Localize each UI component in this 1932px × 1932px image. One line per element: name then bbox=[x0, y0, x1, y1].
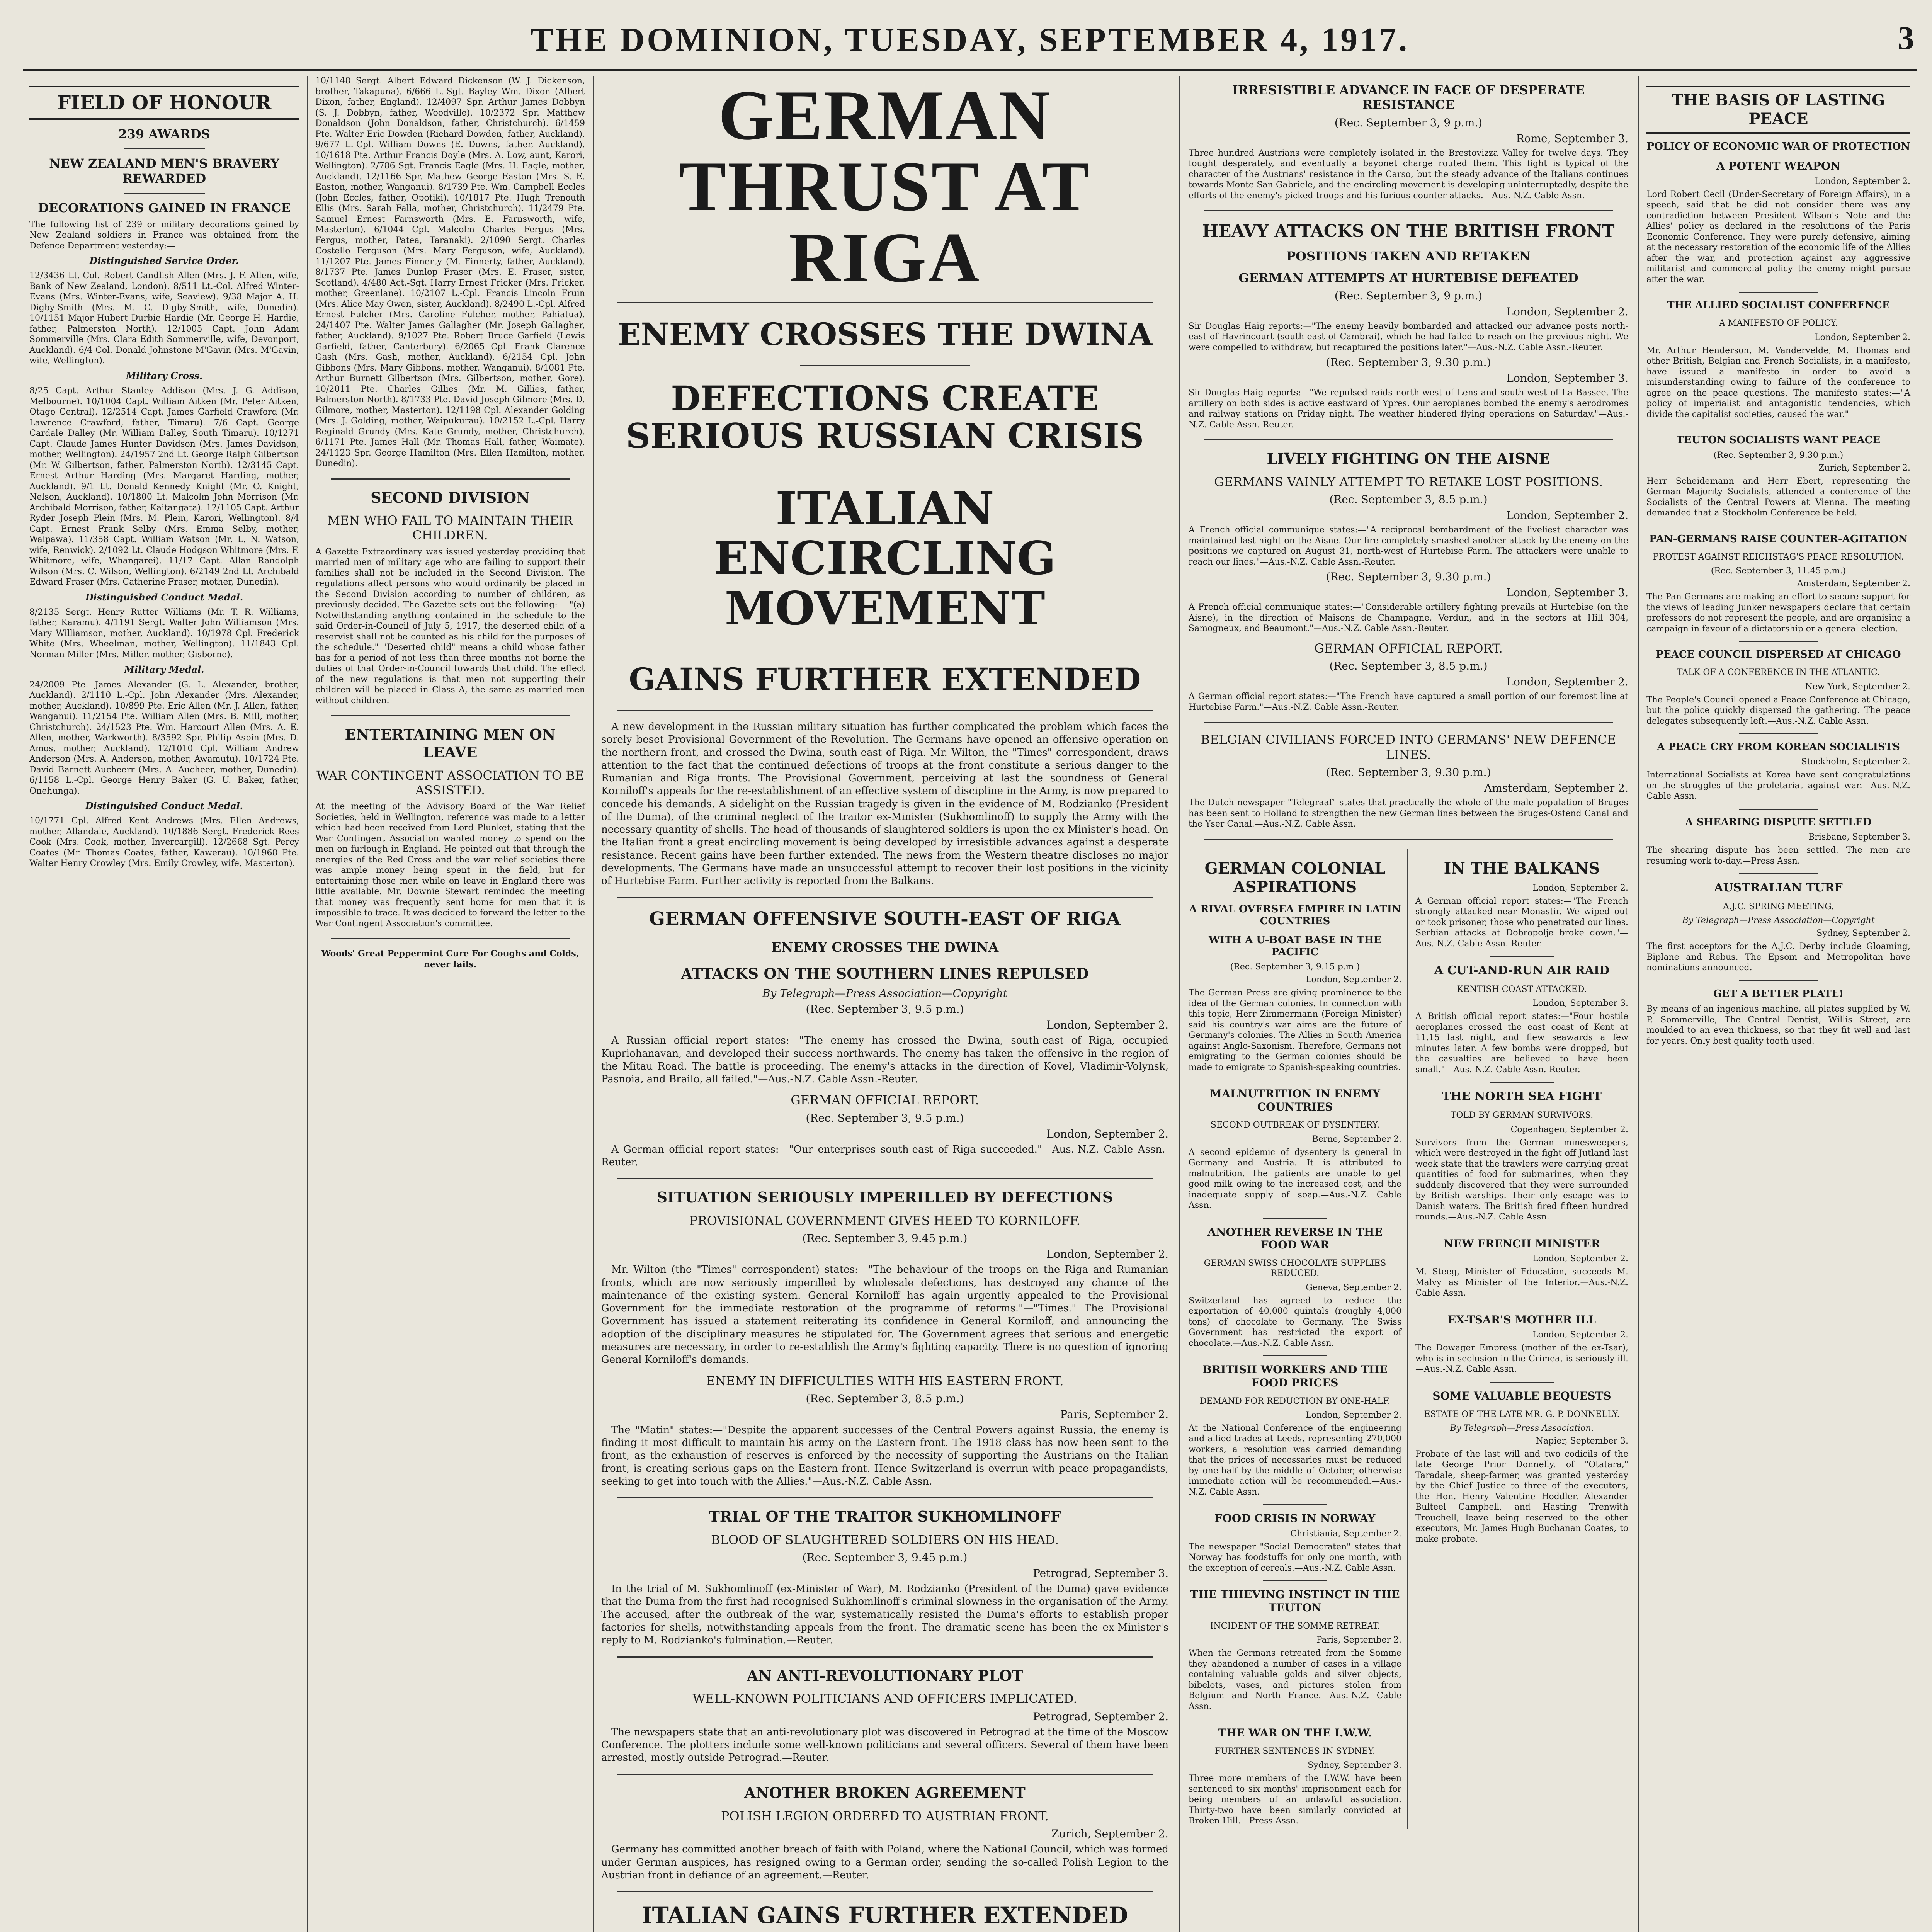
headline-dwina: ENEMY CROSSES THE DWINA bbox=[617, 316, 1153, 352]
list-dso: 12/3436 Lt.-Col. Robert Candlish Allen (Mrs. J. F. Allen, wife, Bank of New Zealand, London). 8/511 Lt.-Col. Alfred Winter-Evans (Mrs. Winter-Evans, wife, Seaview). 9/38 Major A. H. Digby-Smith (Mrs. M. C. Digby-Smith, wife, Dunedin). 10/1151 Major Hubert Durbie Hardie (Mr. George H. Hardie, father, Palmerston North). 12/1005 Capt. John Adam Sommerville (Mrs. Clara Edith Sommerville, wife, Devonport, Auckland). 6/4 Col. Donald Johnstone M'Gavin (Mrs. M'Gavin, wife, Wellington). bbox=[29, 271, 299, 366]
colonial-text: The German Press are giving prominence to the idea of the German colonies. In connection with this topic, Herr Zimmermann (Foreign Minister) said his country's war aims are the future of Germany's colonies. The Allies in South America against Anglo-Saxonism. Therefore, Germans not emigrating to the German colonies should be made to emigrate to Spanish-speaking countries. bbox=[1189, 988, 1401, 1072]
received-time: (Rec. September 3, 9 p.m.) bbox=[1334, 116, 1483, 129]
lead-story: A new development in the Russian military situation has further complicated the problem which faces the sorely beset Provisional Government of the Revolution. The Germans have opened an offensive operation on the northern front, and crossed the Dwina, south-east of Riga. Mr. Wilton, the "Times" correspondent, draws attention to the fact that the continued defections of troops at the front constitute a serious danger to the Rumanian and Riga fronts. The Provisional Government, perceiving at last the soundness of General Korniloff's appeals for the re-establishment of an effective system of discipline in the Army, is now prepared to concede his demands. A sidelight on the Russian tragedy is given in the evidence of M. Rodzianko (President of the Duma), of the criminal neglect of the traitor ex-Minister (Sukhomlinoff) to supply the Army with the necessary quantity of shells. The head of thousands of slaughtered soldiers is upon the ex-Minister's head. On the Italian front a great encircling movement is being developed by irresistible advances against a desperate resistance. Recent gains have been further extended. The news from the Western theatre discloses no major developments. The Germans have made an unsuccessful attempt to recover their lost positions in the vicinity of Hurtebise Farm. Further activity is reported from the Balkans. bbox=[601, 721, 1168, 887]
irresistible-heading: IRRESISTIBLE ADVANCE IN FACE OF DESPERATE RESISTANCE bbox=[1232, 83, 1585, 112]
field-of-honour-heading: FIELD OF HONOUR bbox=[29, 86, 299, 120]
divider bbox=[331, 478, 570, 480]
norway-text: The newspaper "Social Democraten" states that Norway has foodstuffs for only one month, with the exception of cereals.—Aus.-N.Z. Cable Assn. bbox=[1189, 1542, 1401, 1573]
air-raid-text: A British official report states:—"Four hostile aeroplanes crossed the east coast of Kent at 11.15 last night, and flew seawards a few minutes later. A few bombs were dropped, but the casualties are believed to have been small."—Aus.-N.Z. Cable Assn.-Reuter. bbox=[1415, 1012, 1628, 1075]
reverse-subheading: GERMAN SWISS CHOCOLATE SUPPLIES REDUCED. bbox=[1204, 1259, 1386, 1279]
dateline: Copenhagen, September 2. bbox=[1510, 1124, 1628, 1134]
lasting-peace-subheading: POLICY OF ECONOMIC WAR OF PROTECTION bbox=[1646, 141, 1910, 152]
dateline: London, September 2. bbox=[1305, 1410, 1401, 1420]
korean-text: International Socialists at Korea have sent congratulations on the struggles of the proletariat against war.—Aus.-N.Z. Cable Assn. bbox=[1646, 770, 1910, 801]
north-sea-text: Survivors from the German minesweepers, which were destroyed in the fight off Jutland last week state that the trawlers were carrying great quantities of food for submarines, when they suddenly discovered that they were surrounded by British warships. Their only escape was to Danish waters. The British fired fifteen hundred rounds.—Aus.-N.Z. Cable Assn. bbox=[1415, 1138, 1628, 1222]
received-time: (Rec. September 3, 8.5 p.m.) bbox=[1329, 493, 1488, 506]
received-time: (Rec. September 3, 9.5 p.m.) bbox=[806, 1003, 964, 1016]
divider bbox=[617, 1497, 1153, 1498]
riga-text: A Russian official report states:—"The enemy has crossed the Dwina, south-east of Riga, occupied Kupriohanavan, and developed their success northwards. The enemy has taken the offensive in the region of the Mitau Road. The battle is proceeding. The enemy's attacks in the direction of Kovel, Vladimir-Volynsk, Pasnoia, and Brailo, all failed."—Aus.-N.Z. Cable Assn.-Reuter. bbox=[601, 1035, 1168, 1085]
column-rule bbox=[1179, 76, 1180, 1932]
dateline: London, September 3. bbox=[1506, 586, 1628, 599]
column-rule bbox=[307, 76, 308, 1932]
entertaining-text: At the meeting of the Advisory Board of the War Relief Societies, held in Wellington, reference was made to a letter which had been received from Lord Plunket, stating that the War Contingent Association wanted money to spend on the men on furlough in England. He pointed out that through the energies of the Red Cross and the war relief societies there was ample money being spent in the field, but for entertaining those men while on leave in England there was little available. Mr. Downie Stewart reminded the meeting that money was frequently sent home for men that it is impossible to trace. It was decided to forward the letter to the War Contingent Association's committee. bbox=[315, 802, 585, 929]
divider bbox=[1490, 1382, 1554, 1383]
section-dso: Distinguished Service Order. bbox=[89, 255, 239, 267]
divider bbox=[1739, 641, 1818, 642]
bequests-heading: SOME VALUABLE BEQUESTS bbox=[1432, 1389, 1611, 1402]
plot-heading: AN ANTI-REVOLUTIONARY PLOT bbox=[747, 1667, 1023, 1684]
dateline: Amsterdam, September 2. bbox=[1797, 579, 1910, 589]
german-report-text: A German official report states:—"The French have captured a small portion of our foremost line at Hurtebise Farm."—Aus.-N.Z. Cable Assn.-Reuter. bbox=[1189, 692, 1628, 712]
dateline: London, September 2. bbox=[1046, 1019, 1168, 1032]
air-raid-subheading: KENTISH COAST ATTACKED. bbox=[1457, 985, 1587, 995]
workers-subheading: DEMAND FOR REDUCTION BY ONE-HALF. bbox=[1199, 1396, 1391, 1406]
iww-heading: THE WAR ON THE I.W.W. bbox=[1218, 1726, 1372, 1740]
malnutrition-subheading: SECOND OUTBREAK OF DYSENTERY. bbox=[1210, 1120, 1380, 1130]
colonial-subheading-2: WITH A U-BOAT BASE IN THE PACIFIC bbox=[1208, 934, 1382, 958]
section-military-medal: Military Medal. bbox=[124, 664, 204, 675]
received-time: (Rec. September 3, 9.5 p.m.) bbox=[806, 1111, 964, 1124]
lasting-peace-heading: THE BASIS OF LASTING PEACE bbox=[1646, 86, 1910, 134]
dateline: Petrograd, September 3. bbox=[1033, 1567, 1168, 1580]
dateline: London, September 2. bbox=[1506, 509, 1628, 522]
dateline: Zurich, September 2. bbox=[1818, 463, 1910, 473]
headline-defections: DEFECTIONS CREATE SERIOUS RUSSIAN CRISIS bbox=[626, 378, 1144, 456]
by-telegraph: By Telegraph—Press Association—Copyright bbox=[762, 987, 1008, 1000]
air-raid-heading: A CUT-AND-RUN AIR RAID bbox=[1434, 964, 1610, 978]
section-dcm: Distinguished Conduct Medal. bbox=[85, 591, 243, 603]
received-time: (Rec. September 3, 8.5 p.m.) bbox=[806, 1392, 964, 1405]
bequests-text: Probate of the last will and two codicils of the late George Prior Donnelly, of "Otatara," Taradale, sheep-farmer, was granted yesterday by the Chief Justice to three of the executors, the Hon. Henry Valentine Hoddler, Alexander Bulteel Campbell, and Hasting Trenwith Trouchell, leave being reserved to the other executors, Mr. James Hugh Buchanan Coates, to make probate. bbox=[1415, 1449, 1628, 1544]
italian-gains-heading: ITALIAN GAINS FURTHER EXTENDED bbox=[641, 1902, 1128, 1929]
divider bbox=[124, 148, 204, 149]
column-main-news bbox=[595, 76, 1175, 1932]
dateline: Napier, September 3. bbox=[1536, 1436, 1628, 1446]
received-time: (Rec. September 3, 8.5 p.m.) bbox=[1329, 660, 1488, 673]
column-field-of-honour bbox=[23, 76, 305, 1932]
intro-text: The following list of 239 or military decorations gained by New Zealand soldiers in France was obtained from the Defence Department yesterday:— bbox=[29, 219, 299, 251]
entertaining-heading: ENTERTAINING MEN ON LEAVE bbox=[345, 726, 556, 761]
socialist-conference-subheading: A MANIFESTO OF POLICY. bbox=[1719, 318, 1838, 328]
dateline: Zurich, September 2. bbox=[1051, 1827, 1168, 1840]
divider bbox=[1739, 809, 1818, 810]
socialist-conference-text: Mr. Arthur Henderson, M. Vandervelde, M. Thomas and other British, Belgian and French Socialists, in a manifesto, have issued a manifesto in order to avoid a misunderstanding owing to failure of the conference to agree on the peace questions. The manifesto states:—"A policy of imperialist and antagonistic tendencies, which divide the capitalist societies, caused the war." bbox=[1646, 345, 1910, 419]
dateline: Paris, September 2. bbox=[1060, 1408, 1168, 1421]
headline-gains: GAINS FURTHER EXTENDED bbox=[629, 661, 1141, 697]
divider bbox=[1263, 1504, 1327, 1505]
sub-column-right bbox=[1415, 849, 1628, 1829]
second-division-heading: SECOND DIVISION bbox=[371, 488, 530, 506]
awards-count: 239 AWARDS bbox=[118, 127, 210, 141]
potent-weapon-heading: A POTENT WEAPON bbox=[1716, 160, 1840, 173]
north-sea-subheading: TOLD BY GERMAN SURVIVORS. bbox=[1450, 1111, 1594, 1121]
balkans-heading: IN THE BALKANS bbox=[1444, 859, 1600, 878]
dateline: Amsterdam, September 2. bbox=[1484, 782, 1628, 795]
divider bbox=[617, 1178, 1153, 1179]
belgian-text: The Dutch newspaper "Telegraaf" states that practically the whole of the male population of Bruges has been sent to Holland to strengthen the new German lines between the Bruges-Ostend Canal and the Yser Canal.—Aus.-N.Z. Cable Assn. bbox=[1189, 798, 1628, 829]
thieving-text: When the Germans retreated from the Somme they abandoned a number of cases in a village containing valuable golds and silver objects, bibelots, vases, and pictures stolen from Belgium and North France.—Aus.-N.Z. Cable Assn. bbox=[1189, 1648, 1401, 1711]
divider bbox=[1263, 1580, 1327, 1581]
by-telegraph: By Telegraph—Press Association. bbox=[1450, 1423, 1594, 1433]
divider bbox=[1263, 1355, 1327, 1356]
divider bbox=[617, 710, 1153, 711]
entertaining-subheading: WAR CONTINGENT ASSOCIATION TO BE ASSISTED. bbox=[316, 768, 584, 798]
divider bbox=[617, 302, 1153, 303]
belgian-heading: BELGIAN CIVILIANS FORCED INTO GERMANS' NEW DEFENCE LINES. bbox=[1201, 732, 1616, 762]
dateline: Rome, September 3. bbox=[1516, 132, 1628, 145]
peace-council-text: The People's Council opened a Peace Conference at Chicago, but the police quickly dispersed the gathering. The peace delegates subsequently left.—Aus.-N.Z. Cable Assn. bbox=[1646, 695, 1910, 726]
section-military-cross: Military Cross. bbox=[126, 370, 203, 381]
german-report-heading: GERMAN OFFICIAL REPORT. bbox=[791, 1093, 979, 1108]
aisne-text: A French official communique states:—"A reciprocal bombardment of the liveliest character was maintained last night on the Aisne. Our fire completely smashed another attack by the enemy on the positions we captured on August 31, north-west of Hurtebise Farm. The attackers were unable to reach our lines."—Aus.-N.Z. Cable Assn.-Reuter. bbox=[1189, 525, 1628, 567]
column-rule bbox=[1638, 76, 1639, 1932]
divider bbox=[1739, 980, 1818, 981]
dateline: Berne, September 2. bbox=[1312, 1134, 1401, 1144]
turf-text: The first acceptors for the A.J.C. Derby include Gloaming, Biplane and Rebus. The Epsom and Metropolitan have nominations announced. bbox=[1646, 942, 1910, 973]
norway-heading: FOOD CRISIS IN NORWAY bbox=[1214, 1512, 1376, 1525]
received-time: (Rec. September 3, 9.30 p.m.) bbox=[1713, 450, 1844, 460]
divider bbox=[1204, 439, 1613, 440]
column-five bbox=[1640, 76, 1917, 1932]
broken-text: Germany has committed another breach of faith with Poland, where the National Council, which was formed under German auspices, has resigned owing to a German order, sending the so-called Polish Legion to the Austrian front in defiance of an agreement.—Reuter. bbox=[601, 1844, 1168, 1881]
dateline: London, September 2. bbox=[1305, 975, 1401, 985]
list-military-cross: 8/25 Capt. Arthur Stanley Addison (Mrs. J. G. Addison, Melbourne). 10/1004 Capt. William Aitken (Mr. Peter Aitken, Otago Central). 12/2514 Capt. James Garfield Crawford (Mr. Lawrence Crawford, father, Timaru). 7/6 Capt. George Cardale Dalley (Mr. William Dalley, South Timaru). 10/1271 Capt. Claude James Hunter Davidson (Mrs. James Davidson, mother, Wellington). 24/1957 2nd Lt. George Ralph Gilbertson (Mr. W. Gilbertson, father, Palmerston North). 12/3145 Capt. Ernest Arthur Harding (Mrs. Margaret Harding, mother, Auckland). 9/1 Lt. Donald Kennedy Knight (Mr. O. Knight, Nelson, Auckland). 10/1800 Lt. Malcolm John Morrison (Mr. Archibald Morrison, father, Kaitangata). 12/1105 Capt. Arthur Ryder Joseph Plein (Mrs. M. Plein, Karori, Wellington). 8/4 Capt. Ernest Frank Selby (Mrs. Emma Selby, mother, Waipawa). 11/358 Capt. William Watson (Mr. L. N. Watson, wife, Renwick). 2/1092 Lt. Claude Hodgson Whitmore (Mrs. F. Whitmore, wife, Whangarei). 11/17 Capt. Allan Randolph Wilson (Mrs. C. Wilson, Wellington). 6/2149 2nd Lt. Archibald Edward Fraser (Mrs. Catherine Fraser, mother, Dunedin). bbox=[29, 386, 299, 587]
shearing-heading: A SHEARING DISPUTE SETTLED bbox=[1685, 816, 1872, 828]
colonial-heading: GERMAN COLONIAL ASPIRATIONS bbox=[1204, 859, 1386, 896]
dateline: New York, September 2. bbox=[1805, 682, 1910, 692]
plot-text: The newspapers state that an anti-revolutionary plot was discovered in Petrograd at the time of the Moscow Conference. The plotters include some well-known politicians and several officers. Several of them have been arrested, mostly outside Petrograd.—Reuter. bbox=[601, 1726, 1168, 1764]
aisne-text-2: A French official communique states:—"Considerable artillery fighting prevails at Hurtebise (on the Aisne), in the direction of Maisons de Champagne, Verdun, and in the sectors at Hill 304, Samogneux, and Beaumont."—Aus.-N.Z. Cable Assn.-Reuter. bbox=[1189, 602, 1628, 634]
trial-subheading: BLOOD OF SLAUGHTERED SOLDIERS ON HIS HEAD. bbox=[711, 1532, 1059, 1547]
received-time: (Rec. September 3, 11.45 p.m.) bbox=[1711, 566, 1846, 576]
peace-council-heading: PEACE COUNCIL DISPERSED AT CHICAGO bbox=[1656, 649, 1901, 661]
divider bbox=[331, 938, 570, 939]
dateline: Sydney, September 3. bbox=[1308, 1760, 1401, 1770]
second-division-text: A Gazette Extraordinary was issued yesterday providing that married men of military age who are failing to support their families shall not be included in the Second Division. The regulations affect persons who would ordinarily be placed in the Second Division according to number of children, as previously decided. The Gazette sets out the following:— "(a) Notwithstanding anything contained in the schedule to the said Order-in-Council of July 5, 1917, the deserted child of a reservist shall not be counted as his child for the purposes of the schedule." "Deserted child" means a child whose father has for a period of not less than three months not borne the duties of that Order-in-Council towards that child. The effect of the new regulations is that men not supporting their children will be placed in Class A, the same as married men without children. bbox=[315, 547, 585, 706]
reverse-heading: ANOTHER REVERSE IN THE FOOD WAR bbox=[1208, 1225, 1383, 1252]
dateline: London, September 2. bbox=[1046, 1127, 1168, 1140]
dateline: London, September 3. bbox=[1506, 372, 1628, 385]
honour-list bbox=[29, 219, 299, 869]
german-report-heading: GERMAN OFFICIAL REPORT. bbox=[1314, 641, 1503, 656]
ex-tsar-text: The Dowager Empress (mother of the ex-Tsar), who is in seclusion in the Crimea, is seriously ill.—Aus.-N.Z. Cable Assn. bbox=[1415, 1343, 1628, 1374]
divider bbox=[617, 1774, 1153, 1775]
new-minister-text: M. Steeg, Minister of Education, succeeds M. Malvy as Minister of the Interior.—Aus.-N.Z. Cable Assn. bbox=[1415, 1267, 1628, 1298]
divider bbox=[1739, 873, 1818, 874]
divider bbox=[617, 1656, 1153, 1658]
turf-subheading: A.J.C. SPRING MEETING. bbox=[1723, 902, 1834, 912]
received-time: (Rec. September 3, 9.15 p.m.) bbox=[1230, 962, 1360, 972]
pan-german-text: The Pan-Germans are making an effort to secure support for the views of leading Junker newspapers declare that certain professors do not represent the people, and are organising a campaign in favour of a dictatorship or a general election. bbox=[1646, 592, 1910, 634]
honour-list-continued bbox=[315, 76, 585, 469]
divider bbox=[617, 1891, 1153, 1892]
divider bbox=[1204, 839, 1613, 840]
divider bbox=[331, 715, 570, 716]
workers-text: At the National Conference of the engineering and allied trades at Leeds, representing 270,000 workers, a resolution was carried demanding that the prices of necessaries must be reduced by one-half by the middle of October, otherwise immediate action will be recommended.—Aus.-N.Z. Cable Assn. bbox=[1189, 1423, 1401, 1497]
lasting-peace-text: Lord Robert Cecil (Under-Secretary of Foreign Affairs), in a speech, said that he did not consider there was any contradiction between President Wilson's Note and the Allies' policy as declared in the resolutions of the Paris Economic Conference. They were purely defensive, aiming at the necessary restoration of the economic life of the Allies after the war, and protection against any aggressive militarist and commercial policy the enemy might pursue after the war. bbox=[1646, 189, 1910, 284]
thieving-subheading: INCIDENT OF THE SOMME RETREAT. bbox=[1210, 1621, 1380, 1631]
heavy-attacks-heading: HEAVY ATTACKS ON THE BRITISH FRONT bbox=[1202, 221, 1615, 242]
heavy-attacks-subheading-2: GERMAN ATTEMPTS AT HURTEBISE DEFEATED bbox=[1238, 270, 1578, 286]
section-dcm-2: Distinguished Conduct Medal. bbox=[85, 800, 243, 811]
heavy-attacks-text-2: Sir Douglas Haig reports:—"We repulsed raids north-west of Lens and south-west of La Bassee. The artillery on both sides is active eastward of Ypres. Our aeroplanes bombed the enemy's aerodromes and railway stations on Friday night. The weather hindered flying operations on Saturday."—Aus.-N.Z. Cable Assn.-Reuter. bbox=[1189, 388, 1628, 430]
new-minister-heading: NEW FRENCH MINISTER bbox=[1443, 1237, 1600, 1250]
bequests-subheading: ESTATE OF THE LATE MR. G. P. DONNELLY. bbox=[1424, 1409, 1620, 1419]
divider bbox=[1739, 733, 1818, 734]
thieving-heading: THE THIEVING INSTINCT IN THE TEUTON bbox=[1190, 1588, 1400, 1614]
dateline: Sydney, September 2. bbox=[1816, 929, 1910, 939]
trial-heading: TRIAL OF THE TRAITOR SUKHOMLINOFF bbox=[709, 1508, 1061, 1526]
dateline: London, September 2. bbox=[1506, 675, 1628, 689]
teuton-text: Herr Scheidemann and Herr Ebert, representing the German Majority Socialists, attended a conference of the Socialists of the Central Powers at Vienna. The meeting demanded that a Stockholm Conference be held. bbox=[1646, 476, 1910, 518]
list-military-medal: 24/2009 Pte. James Alexander (G. L. Alexander, brother, Auckland). 2/1110 L.-Cpl. John Alexander (Mrs. Alexander, mother, Auckland). 10/899 Pte. Eric Allen (Mr. J. Allen, father, Wanganui). 11/2154 Pte. William Allen (Mrs. B. Mill, mother, Christchurch). 24/1523 Pte. Wm. Harcourt Allen (Mrs. A. E. Allen, mother, Warkworth). 8/3592 Spr. Philip Aspin (Mrs. D. Amos, mother, Auckland). 12/1010 Cpl. William Andrew Anderson (Mrs. A. Anderson, mother, Awamutu). 10/1724 Pte. David Barnett Aucheerr (Mrs. A. Aucheer, mother, Dunedin). 6/1158 L.-Cpl. George Henry Baker (G. U. Baker, father, Onehunga). bbox=[29, 680, 299, 796]
received-time: (Rec. September 3, 9.30 p.m.) bbox=[1326, 356, 1491, 369]
decorations-subheading: DECORATIONS GAINED IN FRANCE bbox=[38, 201, 291, 216]
irresistible-text: Three hundred Austrians were completely isolated in the Brestovizza Valley for twelve days. They fought desperately, and eventually a bayonet charge routed them. This fight is typical of the character of the Austrians' resistance in the Carso, but the steady advance of the Italians continues towards Monte San Gabriele, and the encircling movement is developing uninterruptedly, despite the efforts of the enemy's picked troops and his furious counter-attacks.—Aus.-N.Z. Cable Assn. bbox=[1189, 148, 1628, 201]
dateline: Christiania, September 2. bbox=[1290, 1529, 1401, 1539]
situation-text: Mr. Wilton (the "Times" correspondent) states:—"The behaviour of the troops on the Riga and Rumanian fronts, which are now seriously imperilled by wholesale defections, has destroyed any chance of the maintenance of the existing system. General Korniloff has again urgently appealed to the Provisional Government for the immediate restoration of the programme of reforms."—"Times." The Provisional Government has issued a statement reiterating its confidence in General Korniloff, and announcing the adoption of the disciplinary measures he stipulated for. The Government agrees that serious and energetic measures are necessary, in order to re-establish the Army's fighting capacity. There is no question of ignoring General Korniloff's demands. bbox=[601, 1264, 1168, 1366]
received-time: (Rec. September 3, 9.30 p.m.) bbox=[1326, 766, 1491, 779]
divider bbox=[1490, 1082, 1554, 1083]
divider bbox=[1490, 956, 1554, 957]
situation-subheading: PROVISIONAL GOVERNMENT GIVES HEED TO KORNILOFF. bbox=[689, 1213, 1080, 1228]
situation-heading: SITUATION SERIOUSLY IMPERILLED BY DEFECTIONS bbox=[656, 1189, 1113, 1206]
page-number: 3 bbox=[1898, 19, 1917, 56]
dateline: London, September 3. bbox=[1532, 998, 1628, 1009]
malnutrition-text: A second epidemic of dysentery is general in Germany and Austria. It is attributed to malnutrition. The patients are unable to get good milk owing to the increased cost, and the inadequate supply of soap.—Aus.-N.Z. Cable Assn. bbox=[1189, 1147, 1401, 1211]
advert-peppermint: Woods' Great Peppermint Cure For Coughs and Colds, never fails. bbox=[321, 949, 579, 969]
aisne-heading: LIVELY FIGHTING ON THE AISNE bbox=[1267, 450, 1550, 468]
dateline: London, September 2. bbox=[1532, 883, 1628, 893]
received-time: (Rec. September 3, 9.45 p.m.) bbox=[802, 1551, 968, 1564]
iww-subheading: FURTHER SENTENCES IN SYDNEY. bbox=[1215, 1746, 1375, 1756]
enemy-heading: ENEMY IN DIFFICULTIES WITH HIS EASTERN FRONT. bbox=[706, 1373, 1064, 1388]
heavy-attacks-subheading: POSITIONS TAKEN AND RETAKEN bbox=[1286, 249, 1531, 264]
column-four bbox=[1182, 76, 1634, 1932]
peace-council-subheading: TALK OF A CONFERENCE IN THE ATLANTIC. bbox=[1677, 668, 1880, 678]
turf-heading: AUSTRALIAN TURF bbox=[1714, 881, 1843, 895]
headline-german-thrust: GERMAN THRUST AT RIGA bbox=[679, 76, 1091, 297]
divider bbox=[1204, 210, 1613, 211]
dateline: Geneva, September 2. bbox=[1306, 1282, 1401, 1293]
divider bbox=[1263, 1218, 1327, 1219]
bravery-subheading: NEW ZEALAND MEN'S BRAVERY REWARDED bbox=[49, 156, 279, 186]
list-dcm-2: 10/1771 Cpl. Alfred Kent Andrews (Mrs. Ellen Andrews, mother, Allandale, Auckland). 10/1886 Sergt. Frederick Rees Cook (Mrs. Cook, mother, Invercargill). 12/2668 Sgt. Percy Coates (Mr. Thomas Coates, father, Kawerau). 10/1968 Pte. Walter Henry Crowley (Mrs. Emily Crowley, wife, Masterton). bbox=[29, 816, 299, 869]
list-continued: 10/1148 Sergt. Albert Edward Dickenson (W. J. Dickenson, brother, Takapuna). 6/666 L.-Sgt. Bayley Wm. Dixon (Albert Dixon, father, England). 12/4097 Spr. Arthur James Dobbyn (S. J. Dobbyn, father, Woodville). 10/2372 Spr. Matthew Donaldson (John Donaldson, father, Christchurch). 6/1459 Pte. Walter Eric Dowden (Richard Dowden, father, Auckland). 9/677 L.-Cpl. William Downs (E. Downs, father, Auckland). 10/1618 Pte. Arthur Francis Doyle (Mrs. A. Low, aunt, Karori, Wellington). 2/786 Sgt. Francis Eagle (Mrs. H. Eagle, mother, Auckland). 12/1166 Spr. Mathew George Easton (Mrs. S. E. Easton, mother, Wanganui). 8/1739 Pte. Wm. Campbell Eccles (John Eccles, father, Opotiki). 10/1817 Pte. Hugh Trenouth Ellis (Mrs. Sarah Falla, mother, Christchurch). 11/2479 Pte. Samuel Ernest Farnsworth (Mrs. E. Farnsworth, wife, Masterton). 6/1044 Cpl. Malcolm Charles Fergus (Mrs. Fergus, mother, Patea, Taranaki). 2/1090 Sergt. Charles Costello Ferguson (Mrs. Mary Ferguson, wife, Auckland). 11/1207 Pte. James Finnerty (M. Finnerty, father, Auckland). 8/1737 Pte. James Dunlop Fraser (Mrs. E. Fraser, sister, Scotland). 4/480 Act.-Sgt. Harry Ernest Fricker (Mrs. Fricker, mother, Greenlane). 10/2107 L.-Cpl. Francis Lincoln Fruin (Mrs. Alice May Owen, sister, Auckland). 8/2490 L.-Cpl. Alfred Ernest Fulcher (Mrs. Caroline Fulcher, mother, Pahiatua). 24/1407 Pte. Walter James Gallagher (Mr. Joseph Gallagher, father, Auckland). 9/1027 Pte. Robert Bruce Garfield (Lewis Garfield, father, Canterbury). 6/2065 Cpl. Frank Clarence Gash (Mrs. Gash, mother, Auckland). 6/2154 Cpl. John Gibbons (Mrs. Mary Gibbons, mother, Wanganui). 8/1081 Pte. Arthur Burnett Gilbertson (Mrs. Gilbertson, mother, Gore). 10/2011 Pte. Charles Gillies (Mr. M. Gillies, father, Palmerston North). 8/1733 Pte. David Joseph Gilmore (Mrs. D. Gilmore, mother, Masterton). 12/1198 Cpl. Alexander Golding (Mrs. J. Golding, mother, Waipukurau). 10/2152 L.-Cpl. Harry Reginald Grundy (Mrs. Kate Grundy, mother, Christchurch). 6/1171 Pte. James Hall (Mr. Thomas Hall, father, Waimate). 24/1123 Spr. George Hamilton (Mrs. Ellen Hamilton, mother, Dunedin). bbox=[315, 76, 585, 468]
dateline: London, September 2. bbox=[1506, 305, 1628, 318]
divider bbox=[1739, 292, 1818, 293]
dateline: London, September 2. bbox=[1814, 332, 1910, 342]
broken-subheading: POLISH LEGION ORDERED TO AUSTRIAN FRONT. bbox=[721, 1808, 1049, 1823]
masthead-title: THE DOMINION, TUESDAY, SEPTEMBER 4, 1917. bbox=[530, 21, 1410, 59]
better-plate-heading: GET A BETTER PLATE! bbox=[1713, 988, 1844, 1000]
divider bbox=[1204, 722, 1613, 723]
dateline: London, September 2. bbox=[1532, 1254, 1628, 1264]
dateline: Brisbane, September 3. bbox=[1808, 832, 1910, 842]
dateline: Paris, September 2. bbox=[1316, 1635, 1401, 1645]
two-column-block bbox=[1189, 849, 1628, 1829]
masthead bbox=[23, 11, 1917, 71]
sub-column-left bbox=[1189, 849, 1408, 1829]
teuton-heading: TEUTON SOCIALISTS WANT PEACE bbox=[1676, 434, 1881, 446]
shearing-text: The shearing dispute has been settled. The men are resuming work to-day.—Press Assn. bbox=[1646, 845, 1910, 866]
malnutrition-heading: MALNUTRITION IN ENEMY COUNTRIES bbox=[1210, 1087, 1380, 1113]
broken-heading: ANOTHER BROKEN AGREEMENT bbox=[744, 1784, 1026, 1802]
better-plate-text: By means of an ingenious machine, all plates supplied by W. P. Sommerville, The Central Dentist, Willis Street, are moulded to an even thickness, so that they fit well and last for years. Only best quality tooth used. bbox=[1646, 1004, 1910, 1046]
column-rule bbox=[593, 76, 594, 1932]
balkans-text: A German official report states:—"The French strongly attacked near Monastir. We wiped out or took prisoner, those who penetrated our lines. Serbian attacks at Dobropolje broke down."—Aus.-N.Z. Cable Assn.-Reuter. bbox=[1415, 896, 1628, 949]
german-report-text: A German official report states:—"Our enterprises south-east of Riga succeeded."—Aus.-N.Z. Cable Assn.-Reuter. bbox=[601, 1143, 1168, 1168]
divider bbox=[800, 365, 970, 366]
divider bbox=[617, 897, 1153, 898]
korean-heading: A PEACE CRY FROM KOREAN SOCIALISTS bbox=[1657, 741, 1900, 753]
divider bbox=[124, 193, 204, 194]
plot-subheading: WELL-KNOWN POLITICIANS AND OFFICERS IMPLICATED. bbox=[692, 1691, 1077, 1706]
received-time: (Rec. September 3, 9.45 p.m.) bbox=[802, 1232, 968, 1245]
list-dcm: 8/2135 Sergt. Henry Rutter Williams (Mr. T. R. Williams, father, Karamu). 4/1191 Sergt. Walter John Williamson (Mrs. Mary Williamson, mother, Auckland). 10/1978 Cpl. Frederick White (Mrs. Wheelman, mother, Wellington). 11/1843 Cpl. Norman Miller (Mrs. Miller, mother, Gisborne). bbox=[29, 607, 299, 660]
riga-subheading-2: ATTACKS ON THE SOUTHERN LINES REPULSED bbox=[681, 964, 1089, 982]
enemy-text: The "Matin" states:—"Despite the apparent successes of the Central Powers against Russia, the enemy is finding it most difficult to maintain his army on the Eastern front. The 1918 class has now been sent to the front, as the exhaustion of reserves is enforced by the necessity of supporting the Austrians on the Italian front, is creating serious gaps on the Eastern front. Hence Switzerland is overrun with peace propagandists, seeking to get into touch with the Allies."—Aus.-N.Z. Cable Assn. bbox=[601, 1424, 1168, 1487]
dateline: Stockholm, September 2. bbox=[1801, 757, 1910, 767]
socialist-conference-heading: THE ALLIED SOCIALIST CONFERENCE bbox=[1667, 299, 1890, 311]
column-two bbox=[309, 76, 591, 1932]
pan-german-heading: PAN-GERMANS RAISE COUNTER-AGITATION bbox=[1649, 533, 1908, 545]
received-time: (Rec. September 3, 9.30 p.m.) bbox=[1326, 570, 1491, 583]
received-time: (Rec. September 3, 9 p.m.) bbox=[1334, 289, 1483, 302]
headline-italian: ITALIAN ENCIRCLING MOVEMENT bbox=[714, 481, 1056, 636]
workers-heading: BRITISH WORKERS AND THE FOOD PRICES bbox=[1202, 1363, 1388, 1389]
reverse-text: Switzerland has agreed to reduce the exportation of 40,000 quintals (roughly 4,000 tons) of chocolate to Germany. The Swiss Government has restricted the export of chocolate.—Aus.-N.Z. Cable Assn. bbox=[1189, 1296, 1401, 1348]
pan-german-subheading: PROTEST AGAINST REICHSTAG'S PEACE RESOLUTION. bbox=[1653, 552, 1904, 562]
north-sea-heading: THE NORTH SEA FIGHT bbox=[1442, 1090, 1602, 1104]
dateline: Petrograd, September 2. bbox=[1033, 1710, 1168, 1723]
riga-heading: GERMAN OFFENSIVE SOUTH-EAST OF RIGA bbox=[649, 908, 1121, 930]
colonial-subheading: A RIVAL OVERSEA EMPIRE IN LATIN COUNTRIES bbox=[1189, 903, 1401, 927]
heavy-attacks-text: Sir Douglas Haig reports:—"The enemy heavily bombarded and attacked our advance posts north-east of Havrincourt (south-east of Cambrai), which he had failed to reach on the previous night. We were compelled to withdraw, but recaptured the positions later."—Aus.-N.Z. Cable Assn.-Reuter. bbox=[1189, 321, 1628, 352]
iww-text: Three more members of the I.W.W. have been sentenced to six months' imprisonment each for being members of an unlawful association. Thirty-two have been similarly convicted at Broken Hill.—Press Assn. bbox=[1189, 1774, 1401, 1826]
by-telegraph: By Telegraph—Press Association—Copyright bbox=[1682, 916, 1875, 926]
aisne-subheading: GERMANS VAINLY ATTEMPT TO RETAKE LOST POSITIONS. bbox=[1214, 474, 1603, 489]
trial-text: In the trial of M. Sukhomlinoff (ex-Minister of War), M. Rodzianko (President of the Duma) gave evidence that the Duma from the first had recognised Sukhomlinoff's criminal slowness in the organisation of the Army. The accused, after the outbreak of the war, systematically resisted the Duma's efforts to establish proper factories for shells, notwithstanding appeals from the front. The dramatic scene has been the ex-Minister's reply to M. Rodzianko's fulmination.—Reuter. bbox=[601, 1583, 1168, 1646]
dateline: London, September 2. bbox=[1532, 1330, 1628, 1340]
ex-tsar-heading: EX-TSAR'S MOTHER ILL bbox=[1447, 1313, 1596, 1326]
riga-subheading: ENEMY CROSSES THE DWINA bbox=[771, 940, 999, 956]
dateline: London, September 2. bbox=[1814, 176, 1910, 186]
second-division-subheading: MEN WHO FAIL TO MAINTAIN THEIR CHILDREN. bbox=[327, 513, 573, 543]
dateline: London, September 2. bbox=[1046, 1248, 1168, 1261]
